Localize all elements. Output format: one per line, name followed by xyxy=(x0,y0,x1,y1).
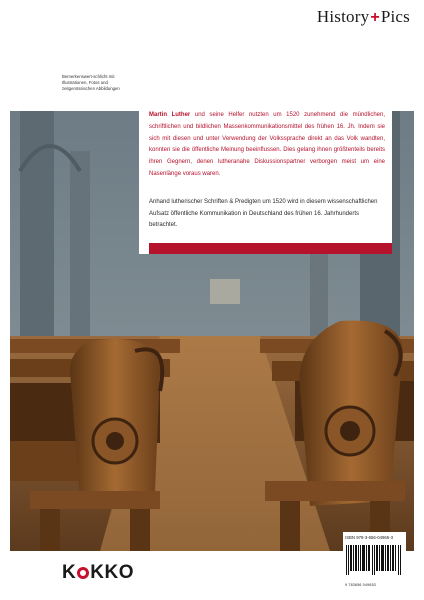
logo-ring-icon xyxy=(77,567,89,579)
second-paragraph: Anhand lutherischer Schriften & Predigten um 1520 wird in diesem wissenschaftlichen Aufsatz öffentliche Kommunikation in Deutschland des frühen 16. Jahrhunderts betrachtet. xyxy=(149,199,378,229)
logo-k-first: K xyxy=(62,562,77,583)
intro-name: Martin Luther xyxy=(149,112,191,118)
accent-bar xyxy=(149,243,392,254)
intro-paragraph xyxy=(149,110,385,181)
barcode-icon xyxy=(346,545,403,575)
brand-pics: Pics xyxy=(380,7,410,26)
logo-k-rest: KK xyxy=(90,562,119,583)
barcode-box xyxy=(343,532,406,590)
blurb-panel xyxy=(139,100,392,254)
publisher-logo xyxy=(62,562,134,584)
isbn-text: ISBN 978-3-656-04965-3 xyxy=(345,535,394,540)
brand-history: History xyxy=(316,7,370,26)
brand-plus-icon: + xyxy=(370,9,380,26)
barcode-digits: 9 783656 049653 xyxy=(345,583,376,587)
logo-o: O xyxy=(118,562,134,583)
image-caption: Bemerkenswert-schlicht mit Illustrationen, Fotos und zeitgenössischen Abbildungen xyxy=(62,74,120,91)
series-brand xyxy=(317,7,410,27)
intro-text: und seine Helfer nutzten um 1520 zunehmend die mündlichen, schriftlichen und bildlichen Massenkommunikationsmittel des frühen 16. Jh. Indem sie sich mit diesen und unter Verwendung der Volkssprache direkt an das Volk wandten, konnten sie die öffentliche Meinung beeinflussen. Dies gelang ihnen größtenteils bereits ihren Gegnern, denen lutheranahe Diskussionspartner verborgen meist um eine Nasenlänge voraus waren. xyxy=(149,112,385,177)
